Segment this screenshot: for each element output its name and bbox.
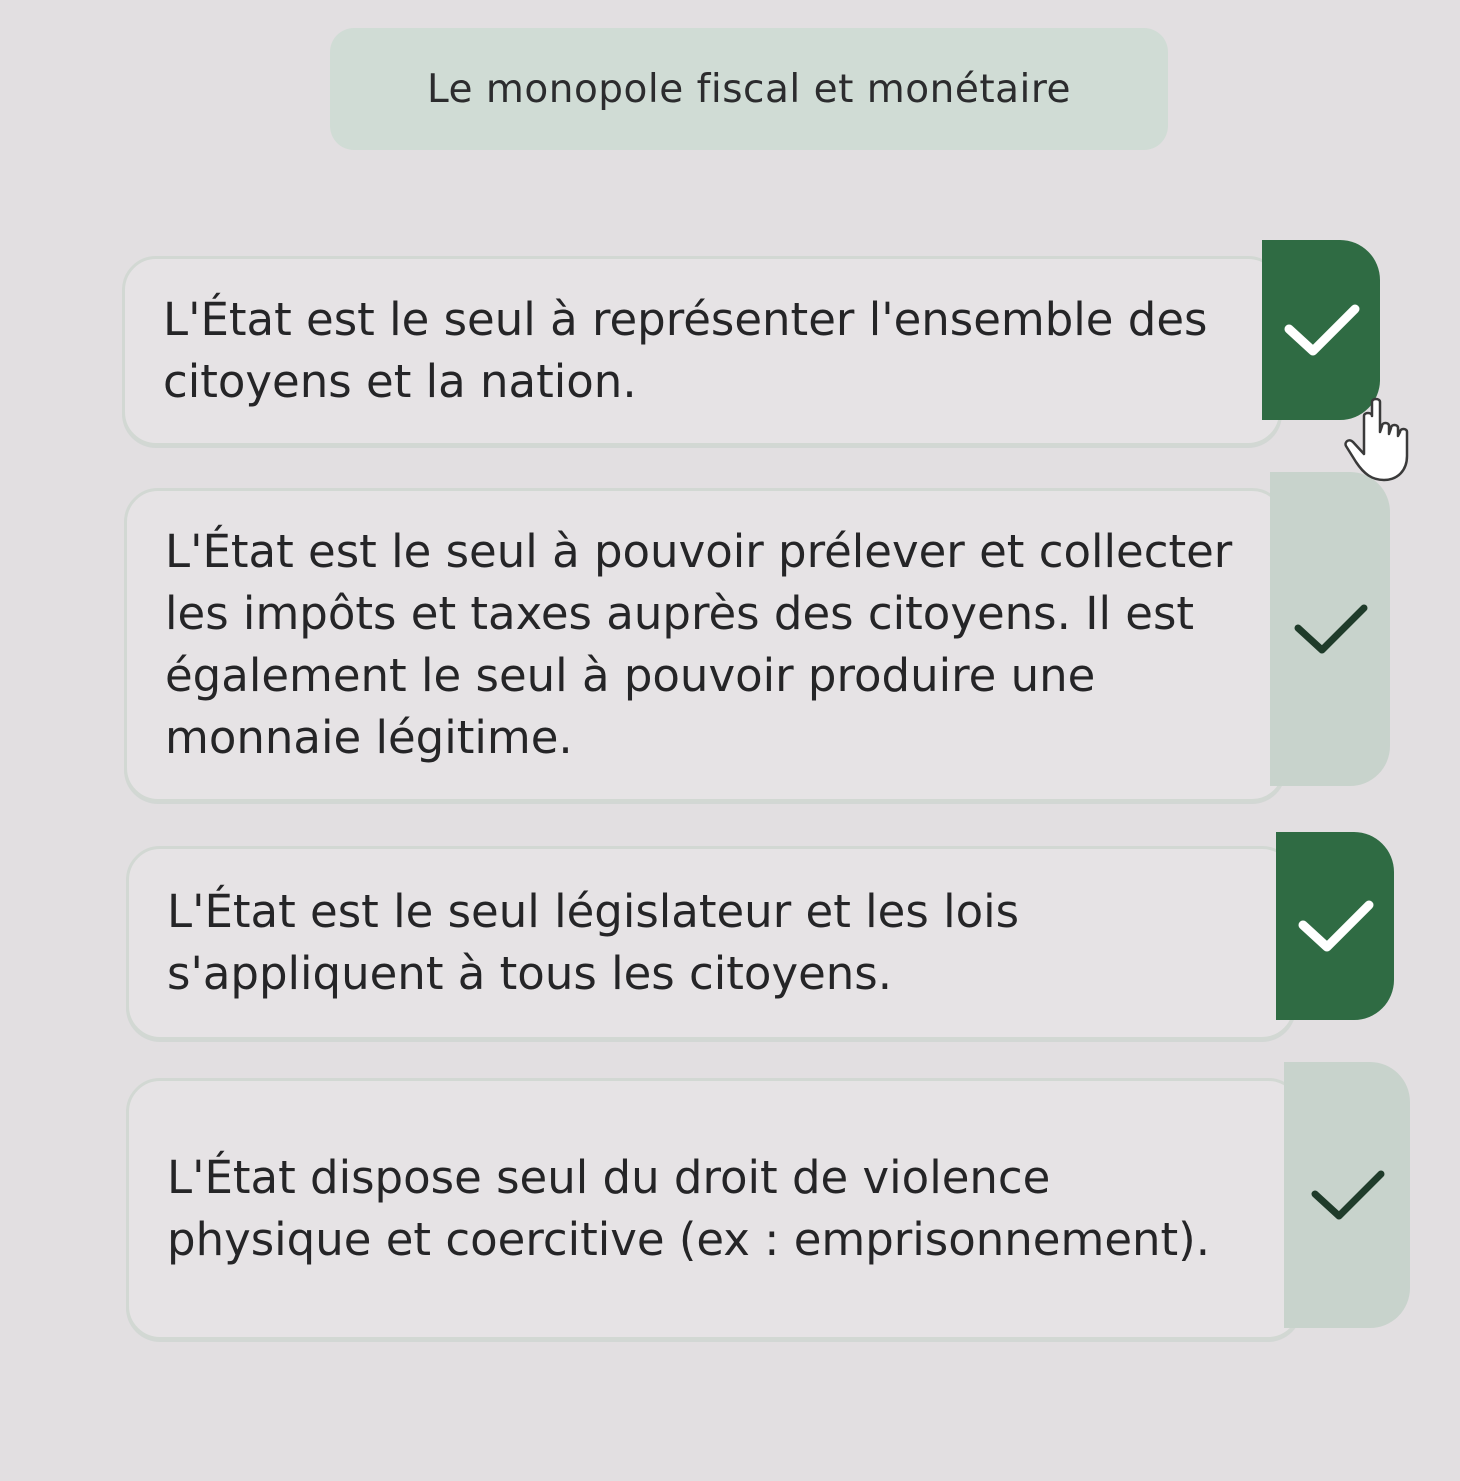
option-check-toggle-3[interactable] xyxy=(1276,832,1394,1020)
check-icon xyxy=(1293,895,1377,957)
option-text-4: L'État dispose seul du droit de violence physique et coercitive (ex : emprisonnement). xyxy=(167,1151,1211,1266)
option-card-3[interactable] xyxy=(126,846,1296,1040)
check-icon xyxy=(1279,299,1363,361)
option-card-2[interactable] xyxy=(124,488,1286,802)
check-icon xyxy=(1305,1164,1389,1226)
option-card-1[interactable] xyxy=(122,256,1282,446)
hand-pointer-icon xyxy=(1342,396,1422,486)
option-text-3: L'État est le seul législateur et les lois s'appliquent à tous les citoyens. xyxy=(167,885,1020,1000)
question-title xyxy=(330,28,1168,150)
option-text-1: L'État est le seul à représenter l'ensemble des citoyens et la nation. xyxy=(163,293,1208,408)
question-title-text: Le monopole fiscal et monétaire xyxy=(426,66,1072,112)
option-check-toggle-1[interactable] xyxy=(1262,240,1380,420)
option-text-2: L'État est le seul à pouvoir prélever et collecter les impôts et taxes auprès des citoyens. Il est également le seul à pouvoir produire une monnaie légitime. xyxy=(165,525,1233,764)
option-check-toggle-4[interactable] xyxy=(1284,1062,1410,1328)
option-check-toggle-2[interactable] xyxy=(1270,472,1390,786)
check-icon xyxy=(1288,598,1372,660)
option-card-4[interactable] xyxy=(126,1078,1302,1340)
